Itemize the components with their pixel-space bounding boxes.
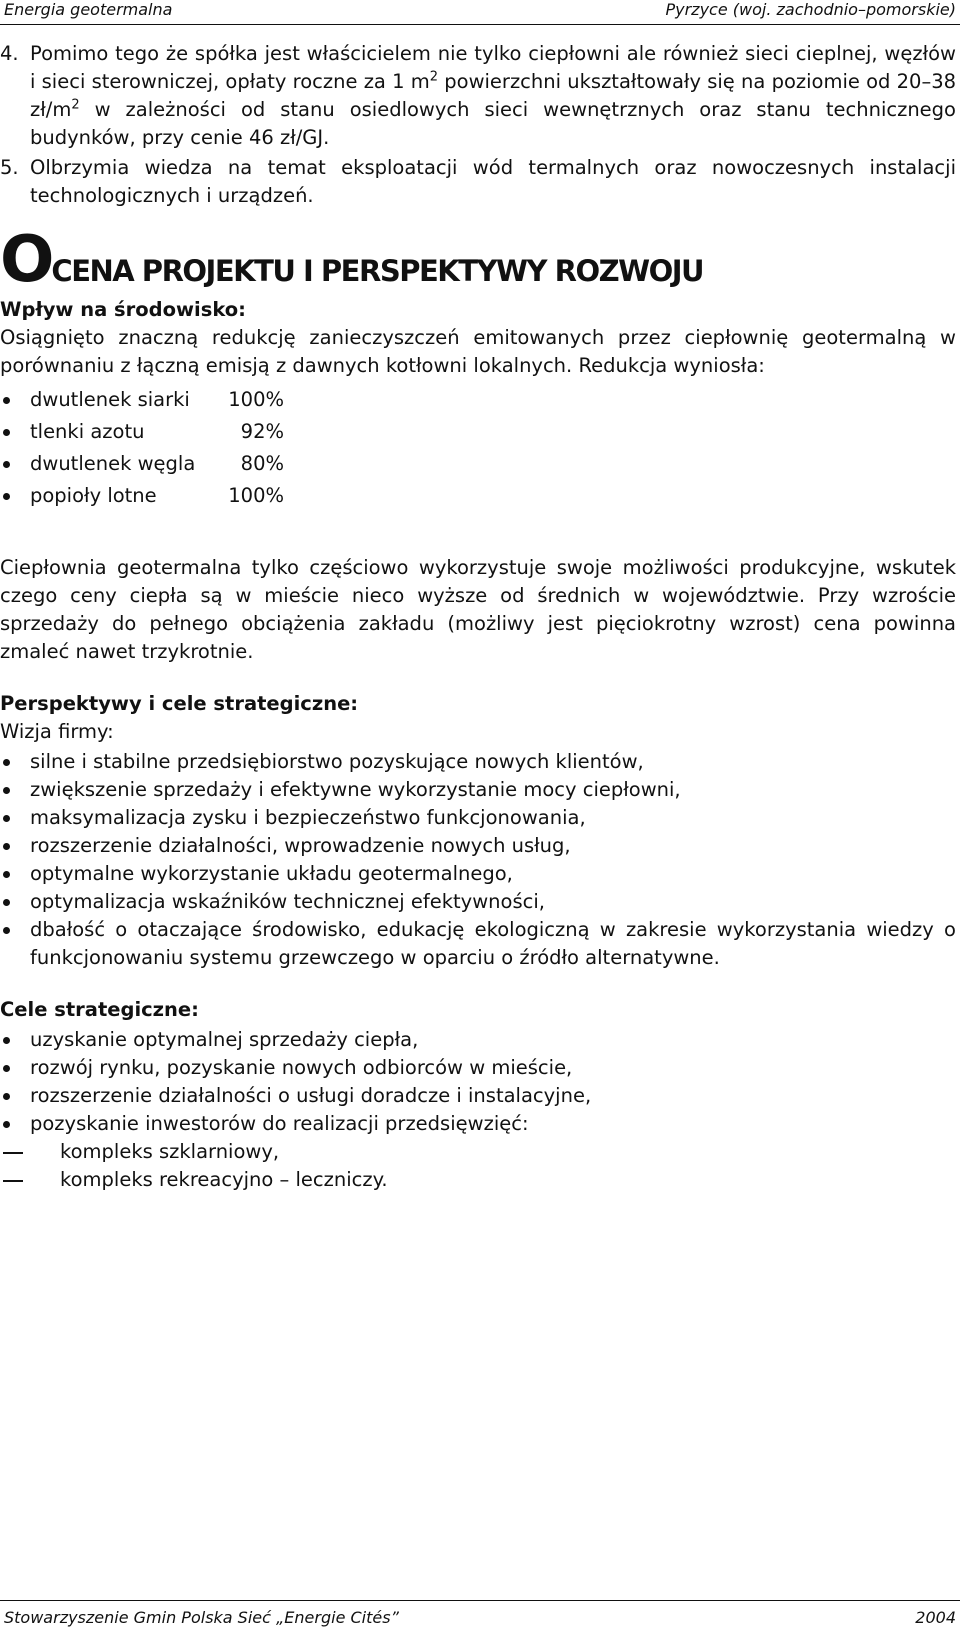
vision-label: Wizja firmy: (0, 720, 114, 743)
list-item (0, 748, 956, 776)
environment-intro: Osiągnięto znaczną redukcję zanieczyszczeń emitowanych przez ciepłownię geotermalną w porównaniu z łączną emisją z dawnych kotłowni lokalnych. Redukcja wyniosła: (0, 326, 956, 377)
list-item (0, 1054, 956, 1082)
section-heading (0, 224, 956, 296)
bullet-icon (3, 899, 10, 906)
bullet-icon (3, 1037, 10, 1044)
emission-item (0, 418, 956, 446)
goals-heading: Cele strategiczne: (0, 998, 199, 1021)
list-item-text: rozszerzenie działalności, wprowadzenie nowych usług, (30, 834, 571, 857)
item-number: 4. (0, 42, 19, 65)
emission-name: tlenki azotu (30, 420, 145, 443)
environment-note: Ciepłownia geotermalna tylko częściowo wykorzystuje swoje możliwości produkcyjne, wskutek czego ceny ciepła są w mieście nieco wyższe od średnich w województwie. Przy wzroście sprzedaży do pełnego obciążenia zakładu (możliwy jest pięciokrotny wzrost) cena powinna zmaleć nawet trzykrotnie. (0, 556, 956, 663)
vision-list (0, 748, 956, 972)
superscript: 2 (71, 97, 80, 113)
emission-name: popioły lotne (30, 484, 157, 507)
item-text: Olbrzymia wiedza na temat eksploatacji wód termalnych oraz nowoczesnych instalacji technologicznych i urządzeń. (30, 156, 956, 207)
bullet-icon (3, 397, 10, 404)
list-item (0, 1110, 956, 1138)
list-item-text: rozszerzenie działalności o usługi doradcze i instalacyjne, (30, 1084, 592, 1107)
list-item-text: silne i stabilne przedsiębiorstwo pozyskujące nowych klientów, (30, 750, 644, 773)
list-item (0, 888, 956, 916)
list-item-text: maksymalizacja zysku i bezpieczeństwo funkcjonowania, (30, 806, 586, 829)
bullet-icon (3, 1093, 10, 1100)
list-item (0, 860, 956, 888)
sublist-item-text: kompleks rekreacyjno – leczniczy. (60, 1168, 388, 1191)
dash-icon (3, 1180, 23, 1182)
list-item (0, 154, 956, 210)
bullet-icon (3, 927, 10, 934)
emission-value: 100% (228, 388, 284, 411)
footer-organization: Stowarzyszenie Gmin Polska Sieć „Energie Cités” (4, 1608, 399, 1627)
numbered-list (0, 40, 956, 210)
perspectives-heading: Perspektywy i cele strategiczne: (0, 692, 359, 715)
header-rule (0, 24, 960, 25)
emission-name: dwutlenek węgla (30, 452, 196, 475)
list-item-text: zwiększenie sprzedaży i efektywne wykorzystanie mocy ciepłowni, (30, 778, 681, 801)
list-item (0, 916, 956, 972)
environment-heading: Wpływ na środowisko: (0, 298, 246, 321)
list-item-text: optymalne wykorzystanie układu geotermalnego, (30, 862, 513, 885)
emission-item (0, 482, 956, 510)
item-text-part: powierzchni ukształtowały się na poziomie od 20–38 zł/m (30, 70, 957, 121)
item-text-part: Pomimo tego że spółka jest właścicielem nie tylko ciepłowni ale również sieci cieplnej, węzłów i sieci sterowniczej, opłaty roczne za 1 m (30, 42, 956, 93)
bullet-icon (3, 1065, 10, 1072)
emission-value: 100% (228, 484, 284, 507)
running-header (0, 0, 960, 26)
bullet-icon (3, 461, 10, 468)
bullet-icon (3, 1121, 10, 1128)
list-item-text: dbałość o otaczające środowisko, edukację ekologiczną w zakresie wykorzystania wiedzy o funkcjonowaniu systemu grzewczego w oparciu o źródło alternatywne. (30, 918, 956, 969)
footer-rule (0, 1600, 960, 1601)
investment-sublist (0, 1138, 956, 1194)
bullet-icon (3, 815, 10, 822)
bullet-icon (3, 493, 10, 500)
bullet-icon (3, 871, 10, 878)
list-item (0, 1026, 956, 1054)
list-item-text: rozwój rynku, pozyskanie nowych odbiorców w mieście, (30, 1056, 573, 1079)
item-number: 5. (0, 156, 19, 179)
bullet-icon (3, 429, 10, 436)
emission-value: 92% (240, 420, 284, 443)
list-item-text: optymalizacja wskaźników technicznej efektywności, (30, 890, 545, 913)
superscript: 2 (429, 69, 439, 85)
list-item (0, 804, 956, 832)
sublist-item (0, 1166, 956, 1194)
sublist-item (0, 1138, 956, 1166)
section-heading-capital: O (0, 223, 52, 297)
goals-list (0, 1026, 956, 1138)
list-item (0, 1082, 956, 1110)
header-title: Energia geotermalna (4, 0, 173, 19)
bullet-icon (3, 843, 10, 850)
emission-item (0, 386, 956, 414)
list-item (0, 832, 956, 860)
page-content (0, 40, 956, 1194)
section-heading-rest: CENA PROJEKTU I PERSPEKTYWY ROZWOJU (51, 254, 704, 288)
list-item (0, 40, 956, 152)
bullet-icon (3, 759, 10, 766)
footer-year: 2004 (915, 1608, 956, 1627)
sublist-item-text: kompleks szklarniowy, (60, 1140, 280, 1163)
list-item (0, 776, 956, 804)
emission-name: dwutlenek siarki (30, 388, 190, 411)
dash-icon (3, 1152, 23, 1154)
item-text-part: w zależności od stanu osiedlowych sieci wewnętrznych oraz stanu technicznego budynków, przy cenie 46 zł/GJ. (30, 98, 956, 149)
header-location: Pyrzyce (woj. zachodnio–pomorskie) (665, 0, 956, 19)
emission-list (0, 386, 956, 510)
emission-value: 80% (240, 452, 284, 475)
bullet-icon (3, 787, 10, 794)
list-item-text: pozyskanie inwestorów do realizacji przedsięwzięć: (30, 1112, 529, 1135)
list-item-text: uzyskanie optymalnej sprzedaży ciepła, (30, 1028, 419, 1051)
emission-item (0, 450, 956, 478)
